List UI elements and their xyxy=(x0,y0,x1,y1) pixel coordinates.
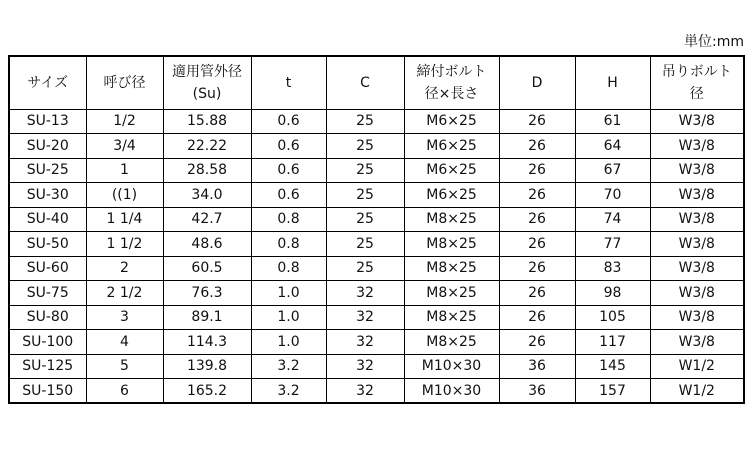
cell-d: 26 xyxy=(499,256,575,281)
cell-d: 26 xyxy=(499,207,575,232)
cell-h: 74 xyxy=(575,207,650,232)
cell-size: SU-40 xyxy=(9,207,86,232)
cell-size: SU-150 xyxy=(9,379,86,404)
cell-pipe-outer-diameter: 60.5 xyxy=(163,256,251,281)
table-row xyxy=(9,379,744,404)
cell-t: 1.0 xyxy=(251,281,326,306)
cell-h: 70 xyxy=(575,183,650,208)
cell-nominal-diameter: 1/2 xyxy=(86,109,163,134)
header-size-label: サイズ xyxy=(27,74,69,91)
cell-h: 61 xyxy=(575,109,650,134)
cell-nominal-diameter: 2 1/2 xyxy=(86,281,163,306)
cell-c: 25 xyxy=(326,109,404,134)
header-t xyxy=(251,56,326,109)
cell-tightening-bolt: M8×25 xyxy=(404,330,499,355)
cell-hanging-bolt: W3/8 xyxy=(650,305,744,330)
cell-h: 105 xyxy=(575,305,650,330)
table-row xyxy=(9,354,744,379)
cell-nominal-diameter: 2 xyxy=(86,256,163,281)
cell-d: 26 xyxy=(499,183,575,208)
header-size xyxy=(9,56,86,109)
header-hanging-bolt-sub: 径 xyxy=(689,85,704,102)
cell-h: 145 xyxy=(575,354,650,379)
table-row xyxy=(9,305,744,330)
cell-tightening-bolt: M6×25 xyxy=(404,134,499,159)
cell-hanging-bolt: W3/8 xyxy=(650,281,744,306)
cell-pipe-outer-diameter: 15.88 xyxy=(163,109,251,134)
cell-t: 3.2 xyxy=(251,354,326,379)
cell-hanging-bolt: W3/8 xyxy=(650,232,744,257)
cell-tightening-bolt: M10×30 xyxy=(404,354,499,379)
cell-hanging-bolt: W3/8 xyxy=(650,207,744,232)
cell-d: 26 xyxy=(499,305,575,330)
cell-c: 32 xyxy=(326,379,404,404)
cell-pipe-outer-diameter: 48.6 xyxy=(163,232,251,257)
header-h-label: H xyxy=(607,74,618,91)
cell-c: 32 xyxy=(326,330,404,355)
cell-pipe-outer-diameter: 114.3 xyxy=(163,330,251,355)
table-body xyxy=(9,109,744,403)
header-tightening-bolt-sub: 径×長さ xyxy=(424,85,479,102)
table-row xyxy=(9,183,744,208)
cell-tightening-bolt: M10×30 xyxy=(404,379,499,404)
table-row xyxy=(9,207,744,232)
cell-size: SU-30 xyxy=(9,183,86,208)
unit-label: 単位:mm xyxy=(684,34,744,50)
table-row xyxy=(9,158,744,183)
cell-t: 0.8 xyxy=(251,256,326,281)
cell-c: 25 xyxy=(326,207,404,232)
cell-h: 98 xyxy=(575,281,650,306)
cell-d: 36 xyxy=(499,354,575,379)
header-c xyxy=(326,56,404,109)
cell-nominal-diameter: ((1) xyxy=(86,183,163,208)
header-tightening-bolt xyxy=(404,56,499,109)
cell-pipe-outer-diameter: 22.22 xyxy=(163,134,251,159)
cell-t: 1.0 xyxy=(251,305,326,330)
header-d-label: D xyxy=(531,74,543,91)
cell-d: 26 xyxy=(499,232,575,257)
cell-h: 77 xyxy=(575,232,650,257)
cell-c: 32 xyxy=(326,354,404,379)
cell-hanging-bolt: W3/8 xyxy=(650,109,744,134)
cell-c: 25 xyxy=(326,183,404,208)
cell-size: SU-75 xyxy=(9,281,86,306)
cell-tightening-bolt: M6×25 xyxy=(404,158,499,183)
cell-c: 25 xyxy=(326,134,404,159)
table-row xyxy=(9,134,744,159)
cell-nominal-diameter: 1 xyxy=(86,158,163,183)
cell-t: 0.8 xyxy=(251,207,326,232)
header-pipe-outer-diameter-sub: (Su) xyxy=(192,85,222,102)
cell-c: 25 xyxy=(326,256,404,281)
cell-t: 0.6 xyxy=(251,158,326,183)
cell-h: 67 xyxy=(575,158,650,183)
cell-size: SU-50 xyxy=(9,232,86,257)
cell-d: 26 xyxy=(499,109,575,134)
cell-tightening-bolt: M8×25 xyxy=(404,232,499,257)
cell-h: 117 xyxy=(575,330,650,355)
cell-d: 36 xyxy=(499,379,575,404)
cell-t: 0.6 xyxy=(251,183,326,208)
cell-pipe-outer-diameter: 42.7 xyxy=(163,207,251,232)
cell-h: 83 xyxy=(575,256,650,281)
header-t-label: t xyxy=(285,74,292,91)
cell-d: 26 xyxy=(499,281,575,306)
cell-pipe-outer-diameter: 76.3 xyxy=(163,281,251,306)
cell-nominal-diameter: 3 xyxy=(86,305,163,330)
header-c-label: C xyxy=(360,74,370,91)
cell-nominal-diameter: 3/4 xyxy=(86,134,163,159)
cell-nominal-diameter: 6 xyxy=(86,379,163,404)
table-row xyxy=(9,281,744,306)
header-h xyxy=(575,56,650,109)
cell-d: 26 xyxy=(499,134,575,159)
header-nominal-diameter xyxy=(86,56,163,109)
cell-size: SU-20 xyxy=(9,134,86,159)
cell-tightening-bolt: M6×25 xyxy=(404,183,499,208)
cell-size: SU-13 xyxy=(9,109,86,134)
header-hanging-bolt xyxy=(650,56,744,109)
cell-size: SU-80 xyxy=(9,305,86,330)
header-hanging-bolt-label: 吊りボルト xyxy=(661,63,732,80)
cell-t: 3.2 xyxy=(251,379,326,404)
cell-size: SU-60 xyxy=(9,256,86,281)
cell-hanging-bolt: W3/8 xyxy=(650,256,744,281)
table-row xyxy=(9,109,744,134)
cell-pipe-outer-diameter: 34.0 xyxy=(163,183,251,208)
table-row xyxy=(9,330,744,355)
cell-nominal-diameter: 1 1/4 xyxy=(86,207,163,232)
cell-t: 0.8 xyxy=(251,232,326,257)
table-row xyxy=(9,232,744,257)
cell-t: 0.6 xyxy=(251,109,326,134)
cell-size: SU-100 xyxy=(9,330,86,355)
header-tightening-bolt-label: 締付ボルト xyxy=(416,63,487,80)
cell-hanging-bolt: W3/8 xyxy=(650,158,744,183)
header-d xyxy=(499,56,575,109)
cell-hanging-bolt: W1/2 xyxy=(650,379,744,404)
cell-c: 25 xyxy=(326,232,404,257)
header-pipe-outer-diameter-label: 適用管外径 xyxy=(172,63,242,80)
spec-table xyxy=(8,55,745,404)
cell-c: 32 xyxy=(326,281,404,306)
header-nominal-diameter-label: 呼び径 xyxy=(103,74,146,91)
table-header-row xyxy=(9,56,744,109)
cell-t: 1.0 xyxy=(251,330,326,355)
cell-size: SU-25 xyxy=(9,158,86,183)
cell-tightening-bolt: M6×25 xyxy=(404,109,499,134)
cell-c: 25 xyxy=(326,158,404,183)
cell-pipe-outer-diameter: 89.1 xyxy=(163,305,251,330)
cell-tightening-bolt: M8×25 xyxy=(404,281,499,306)
cell-hanging-bolt: W3/8 xyxy=(650,134,744,159)
cell-hanging-bolt: W3/8 xyxy=(650,330,744,355)
cell-pipe-outer-diameter: 139.8 xyxy=(163,354,251,379)
cell-size: SU-125 xyxy=(9,354,86,379)
cell-tightening-bolt: M8×25 xyxy=(404,305,499,330)
header-pipe-outer-diameter xyxy=(163,56,251,109)
cell-c: 32 xyxy=(326,305,404,330)
cell-hanging-bolt: W1/2 xyxy=(650,354,744,379)
cell-nominal-diameter: 1 1/2 xyxy=(86,232,163,257)
cell-h: 157 xyxy=(575,379,650,404)
cell-tightening-bolt: M8×25 xyxy=(404,256,499,281)
cell-t: 0.6 xyxy=(251,134,326,159)
cell-nominal-diameter: 4 xyxy=(86,330,163,355)
cell-d: 26 xyxy=(499,330,575,355)
table-row xyxy=(9,256,744,281)
cell-d: 26 xyxy=(499,158,575,183)
cell-nominal-diameter: 5 xyxy=(86,354,163,379)
cell-pipe-outer-diameter: 28.58 xyxy=(163,158,251,183)
cell-hanging-bolt: W3/8 xyxy=(650,183,744,208)
cell-h: 64 xyxy=(575,134,650,159)
cell-pipe-outer-diameter: 165.2 xyxy=(163,379,251,404)
cell-tightening-bolt: M8×25 xyxy=(404,207,499,232)
